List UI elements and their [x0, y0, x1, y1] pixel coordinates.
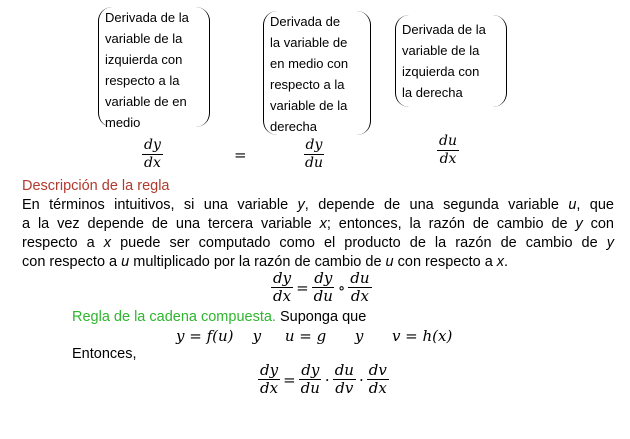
denominator: dx — [144, 155, 161, 171]
rule-text: Suponga que — [275, 309, 367, 325]
entonces-label: Entonces, — [72, 346, 137, 362]
numerator: du — [439, 133, 457, 149]
dy-dx-fraction: $\frac{dy}{dx}$ — [260, 361, 279, 397]
du-dx-fraction — [437, 133, 459, 168]
box-line: respecto a la — [105, 73, 180, 88]
chain-rule-equation — [271, 270, 372, 305]
rule-description-heading: Descripción de la regla — [22, 178, 170, 194]
box-line: respecto a la — [270, 77, 345, 92]
box-line: la derecha — [402, 85, 463, 100]
box-line: la variable de — [270, 35, 348, 50]
denominator: du — [305, 155, 323, 171]
equals-sign: = — [296, 278, 309, 297]
box-line: izquierda con — [105, 52, 183, 67]
box-line: Derivada de la — [105, 10, 189, 25]
dy-du-fraction — [303, 137, 325, 172]
rule-description-paragraph — [22, 196, 614, 272]
left-derivative-box — [98, 7, 210, 130]
composite-chain-rule-statement — [72, 309, 366, 325]
dy-dx-fraction: $\frac{dy}{dx}$ — [273, 269, 292, 305]
rule-label: Regla de la cadena compuesta. — [72, 309, 276, 325]
dv-dx-fraction: $\frac{dv}{dx}$ — [368, 361, 387, 397]
dy-du-fraction: $\frac{dy}{du}$ — [313, 269, 333, 305]
dy-dx-fraction — [142, 137, 163, 172]
composite-chain-rule-equation — [258, 362, 389, 397]
multiplication-dot: · — [358, 370, 364, 389]
paragraph-line: respecto a x puede ser computado como el producto de la razón de cambio de y — [22, 235, 614, 251]
du-dv-fraction: $\frac{du}{dv}$ — [334, 361, 354, 397]
rule-conditions: y = f(u) y u = g y v = h(x) — [176, 327, 453, 345]
box-line: variable de la — [270, 98, 348, 113]
box-line: variable de en — [105, 94, 187, 109]
dy-du-fraction: $\frac{dy}{du}$ — [300, 361, 320, 397]
box-line: variable de la — [402, 43, 480, 58]
numerator: dy — [144, 137, 161, 153]
composition-operator: ∘ — [337, 278, 346, 297]
numerator: dy — [305, 137, 323, 153]
box-line: variable de la — [105, 31, 183, 46]
box-line: Derivada de la — [402, 22, 486, 37]
du-dx-fraction: $\frac{du}{dx}$ — [350, 269, 370, 305]
box-line: izquierda con — [402, 64, 480, 79]
middle-derivative-box — [263, 11, 371, 135]
multiplication-dot: · — [324, 370, 330, 389]
box-line: en medio con — [270, 56, 349, 71]
box-line: derecha — [270, 119, 317, 134]
box-line: medio — [105, 115, 141, 130]
denominator: dx — [439, 151, 457, 167]
right-derivative-box — [395, 15, 507, 107]
paragraph-line: con respecto a u multiplicado por la razón de cambio de u con respecto a x. — [22, 254, 509, 270]
paragraph-line: En términos intuitivos, si una variable y, depende de una segunda variable u, que — [22, 197, 614, 213]
paragraph-line: a la vez depende de una tercera variable x; entonces, la razón de cambio de y con — [22, 216, 614, 232]
equals-sign: = — [283, 370, 296, 389]
equals-sign: = — [234, 146, 247, 164]
box-line: Derivada de — [270, 14, 341, 29]
